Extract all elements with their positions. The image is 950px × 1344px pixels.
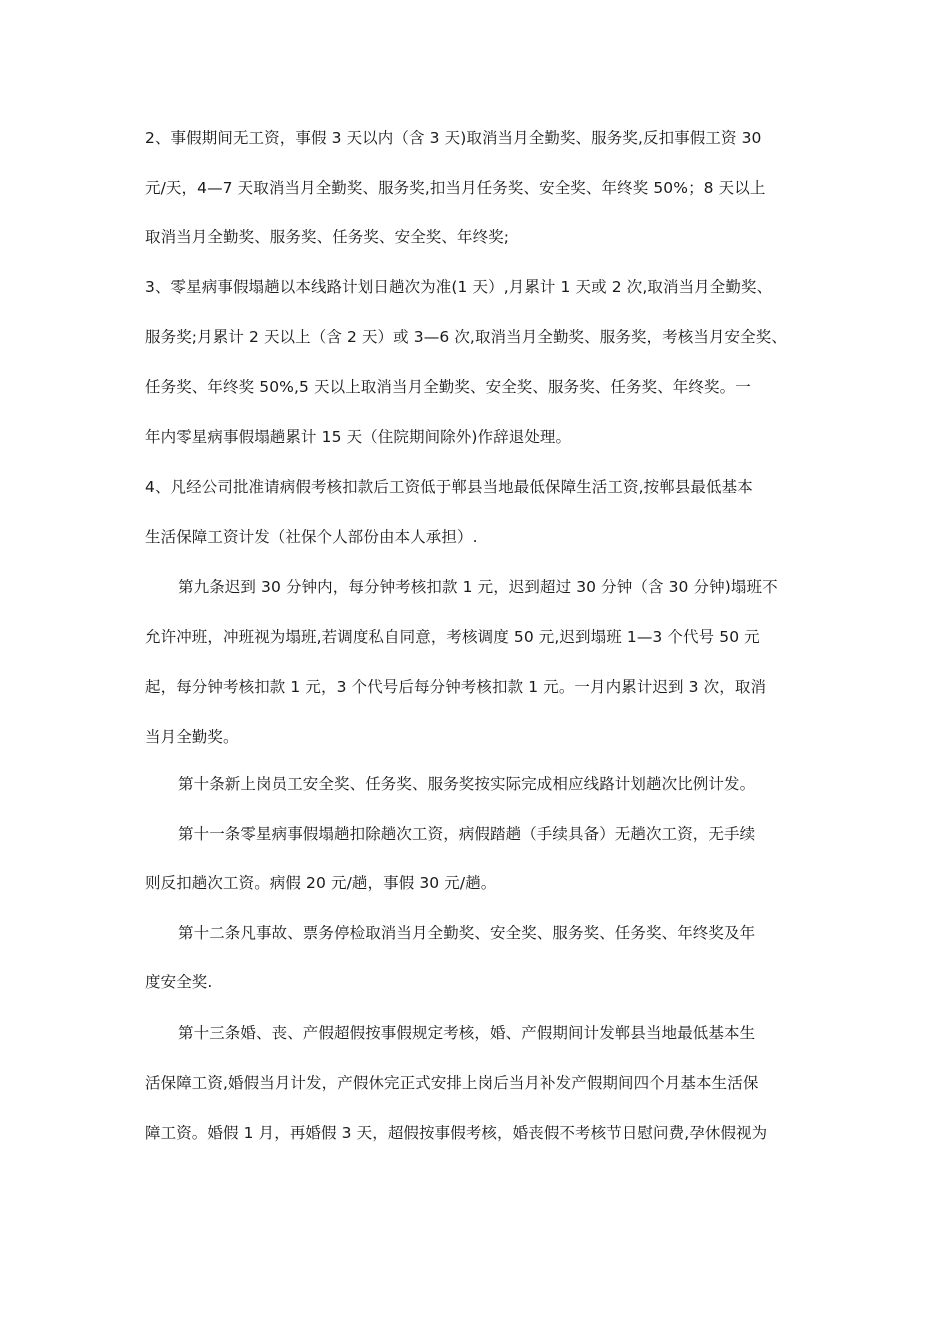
text-line: 障工资。婚假 1 月，再婚假 3 天，超假按事假考核，婚丧假不考核节日慰问费,孕休假视为 <box>145 1124 768 1142</box>
text-line: 取消当月全勤奖、服务奖、任务奖、安全奖、年终奖; <box>145 228 510 246</box>
text-line: 任务奖、年终奖 50%,5 天以上取消当月全勤奖、安全奖、服务奖、任务奖、年终奖。一 <box>145 378 751 396</box>
text-line: 4、凡经公司批准请病假考核扣款后工资低于郸县当地最低保障生活工资,按郸县最低基本 <box>145 478 753 496</box>
text-line: 度安全奖. <box>145 973 213 991</box>
text-line: 活保障工资,婚假当月计发，产假休完正式安排上岗后当月补发产假期间四个月基本生活保 <box>145 1074 759 1092</box>
text-line: 允许冲班，冲班视为塌班,若调度私自同意，考核调度 50 元,迟到塌班 1—3 个代号 50 元 <box>145 628 760 646</box>
text-line: 则反扣趟次工资。病假 20 元/趟，事假 30 元/趟。 <box>145 874 497 892</box>
text-line: 第九条迟到 30 分钟内，每分钟考核扣款 1 元，迟到超过 30 分钟（含 30 分钟)塌班不 <box>178 578 778 596</box>
text-line: 年内零星病事假塌趟累计 15 天（住院期间除外)作辞退处理。 <box>145 428 572 446</box>
text-line: 第十条新上岗员工安全奖、任务奖、服务奖按实际完成相应线路计划趟次比例计发。 <box>178 775 756 793</box>
text-line: 2、事假期间无工资，事假 3 天以内（含 3 天)取消当月全勤奖、服务奖,反扣事假工资 30 <box>145 129 762 147</box>
text-line: 第十三条婚、丧、产假超假按事假规定考核，婚、产假期间计发郸县当地最低基本生 <box>178 1024 756 1042</box>
text-line: 服务奖;月累计 2 天以上（含 2 天）或 3—6 次,取消当月全勤奖、服务奖，考核当月安全奖、 <box>145 328 787 346</box>
text-line: 元/天，4—7 天取消当月全勤奖、服务奖,扣当月任务奖、安全奖、年终奖 50%；8 天以上 <box>145 179 766 197</box>
text-line: 生活保障工资计发（社保个人部份由本人承担）. <box>145 528 478 546</box>
text-line: 起，每分钟考核扣款 1 元，3 个代号后每分钟考核扣款 1 元。一月内累计迟到 3 次，取消 <box>145 678 767 696</box>
text-line: 第十二条凡事故、票务停检取消当月全勤奖、安全奖、服务奖、任务奖、年终奖及年 <box>178 924 756 942</box>
text-line: 3、零星病事假塌趟以本线路计划日趟次为准(1 天）,月累计 1 天或 2 次,取消当月全勤奖、 <box>145 278 773 296</box>
text-line: 当月全勤奖。 <box>145 728 239 746</box>
text-line: 第十一条零星病事假塌趟扣除趟次工资，病假踏趟（手续具备）无趟次工资，无手续 <box>178 825 756 843</box>
